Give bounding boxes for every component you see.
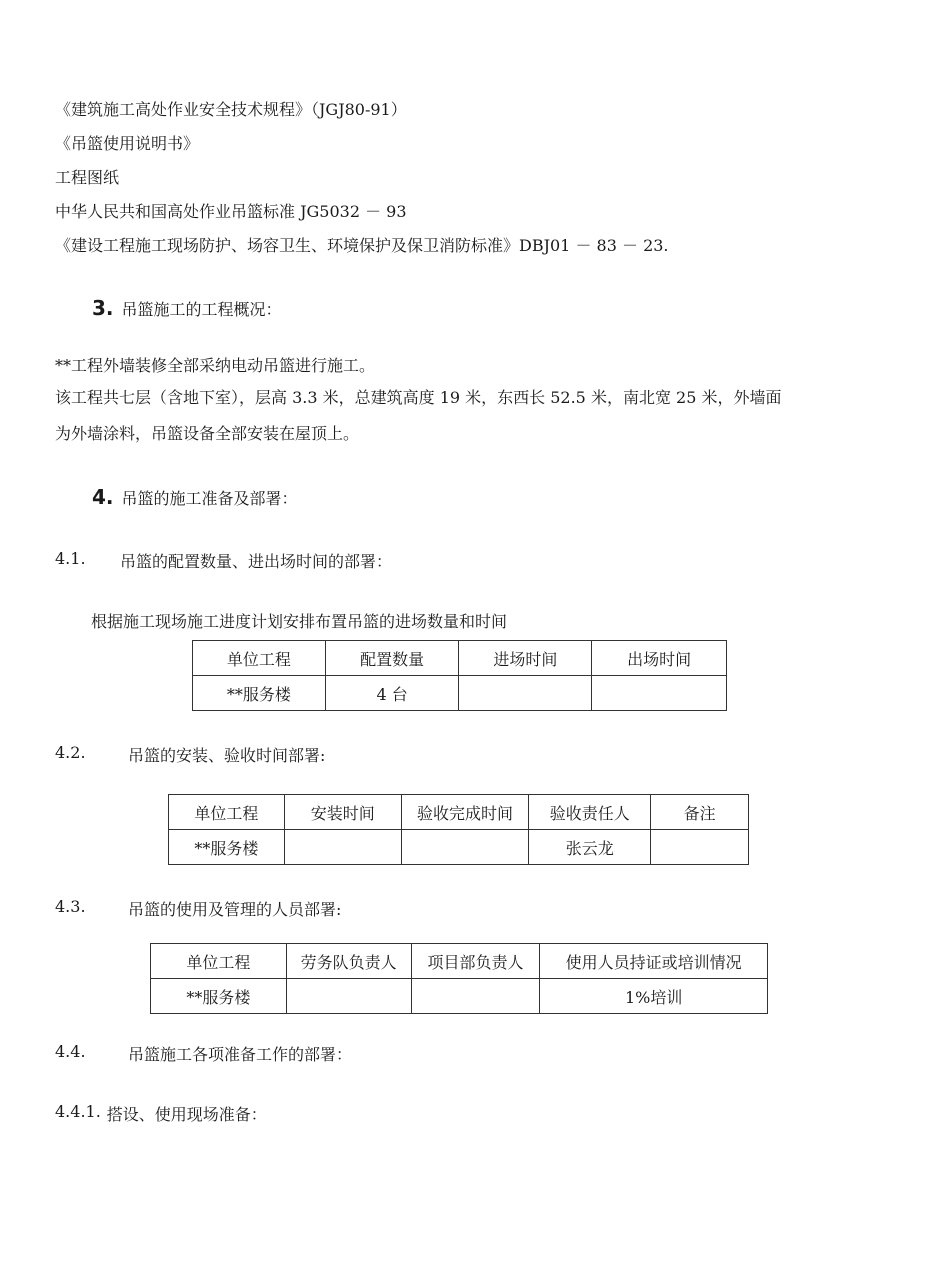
reference-4: 中华人民共和国高处作业吊篮标准 JG5032 － 93 <box>55 202 407 221</box>
subsection-4-1-title: 吊篮的配置数量、进出场时间的部署： <box>120 552 393 571</box>
table-cell <box>284 830 401 865</box>
subsection-4-4-1-number: 4.4.1. <box>55 1102 101 1121</box>
subsection-4-4-1-title: 搭设、使用现场准备： <box>106 1105 267 1124</box>
table-row <box>169 830 749 865</box>
header-cell: 配置数量 <box>325 641 459 676</box>
subsection-4-1-number: 4.1. <box>55 549 86 568</box>
section-4-title: 吊篮的施工准备及部署： <box>121 489 298 508</box>
table-row <box>193 676 727 711</box>
reference-1: 《建筑施工高处作业安全技术规程》（JGJ80-91） <box>55 100 407 119</box>
table-cell: **服务楼 <box>151 979 287 1014</box>
table-cell <box>411 979 540 1014</box>
section-3-line-2: 该工程共七层（含地下室），层高 3.3 米，总建筑高度 19 米，东西长 52.5 米，南北宽 25 米，外墙面 <box>55 388 782 407</box>
subsection-4-1-heading <box>55 549 392 572</box>
section-4-number: 4. <box>92 485 114 509</box>
table-header-row <box>151 944 768 979</box>
header-cell: 单位工程 <box>193 641 326 676</box>
header-cell: 安装时间 <box>284 795 401 830</box>
table-cell: 张云龙 <box>529 830 651 865</box>
reference-5: 《建设工程施工现场防护、场容卫生、环境保护及保卫消防标准》DBJ01 － 83 － 23. <box>55 236 669 255</box>
section-3-line-3: 为外墙涂料，吊篮设备全部安装在屋顶上。 <box>55 424 360 443</box>
subsection-4-4-1-heading <box>55 1102 267 1125</box>
subsection-4-3-number: 4.3. <box>55 897 86 916</box>
table-cell <box>459 676 592 711</box>
table-cell <box>592 676 727 711</box>
header-cell: 备注 <box>651 795 749 830</box>
subsection-4-3-heading <box>55 897 341 920</box>
installation-table <box>168 794 749 865</box>
table-cell: **服务楼 <box>193 676 326 711</box>
subsection-4-2-title: 吊篮的安装、验收时间部署: <box>128 746 326 765</box>
deployment-table <box>192 640 727 711</box>
subsection-4-2-number: 4.2. <box>55 743 86 762</box>
subsection-4-3-title: 吊篮的使用及管理的人员部署: <box>128 900 342 919</box>
personnel-table <box>150 943 768 1014</box>
header-cell: 使用人员持证或培训情况 <box>540 944 768 979</box>
section-3-heading <box>92 296 282 320</box>
table-header-row <box>193 641 727 676</box>
header-cell: 验收责任人 <box>529 795 651 830</box>
table-header-row <box>169 795 749 830</box>
reference-2: 《吊篮使用说明书》 <box>55 134 200 153</box>
table-cell: 4 台 <box>325 676 459 711</box>
subsection-4-1-intro: 根据施工现场施工进度计划安排布置吊篮的进场数量和时间 <box>91 612 508 631</box>
table-cell: 1%培训 <box>540 979 768 1014</box>
header-cell: 单位工程 <box>151 944 287 979</box>
table-cell <box>401 830 529 865</box>
header-cell: 验收完成时间 <box>401 795 529 830</box>
subsection-4-4-number: 4.4. <box>55 1042 86 1061</box>
table-cell <box>651 830 749 865</box>
section-3-number: 3. <box>92 296 114 320</box>
section-3-title: 吊篮施工的工程概况： <box>121 300 282 319</box>
subsection-4-4-heading <box>55 1042 352 1065</box>
section-3-line-1: **工程外墙装修全部采纳电动吊篮进行施工。 <box>55 356 376 375</box>
table-cell: **服务楼 <box>169 830 285 865</box>
reference-3: 工程图纸 <box>55 168 120 187</box>
table-row <box>151 979 768 1014</box>
subsection-4-4-title: 吊篮施工各项准备工作的部署： <box>128 1045 353 1064</box>
table-cell <box>286 979 411 1014</box>
header-cell: 劳务队负责人 <box>286 944 411 979</box>
header-cell: 出场时间 <box>592 641 727 676</box>
section-4-heading <box>92 485 298 509</box>
subsection-4-2-heading <box>55 743 325 766</box>
header-cell: 单位工程 <box>169 795 285 830</box>
header-cell: 进场时间 <box>459 641 592 676</box>
header-cell: 项目部负责人 <box>411 944 540 979</box>
